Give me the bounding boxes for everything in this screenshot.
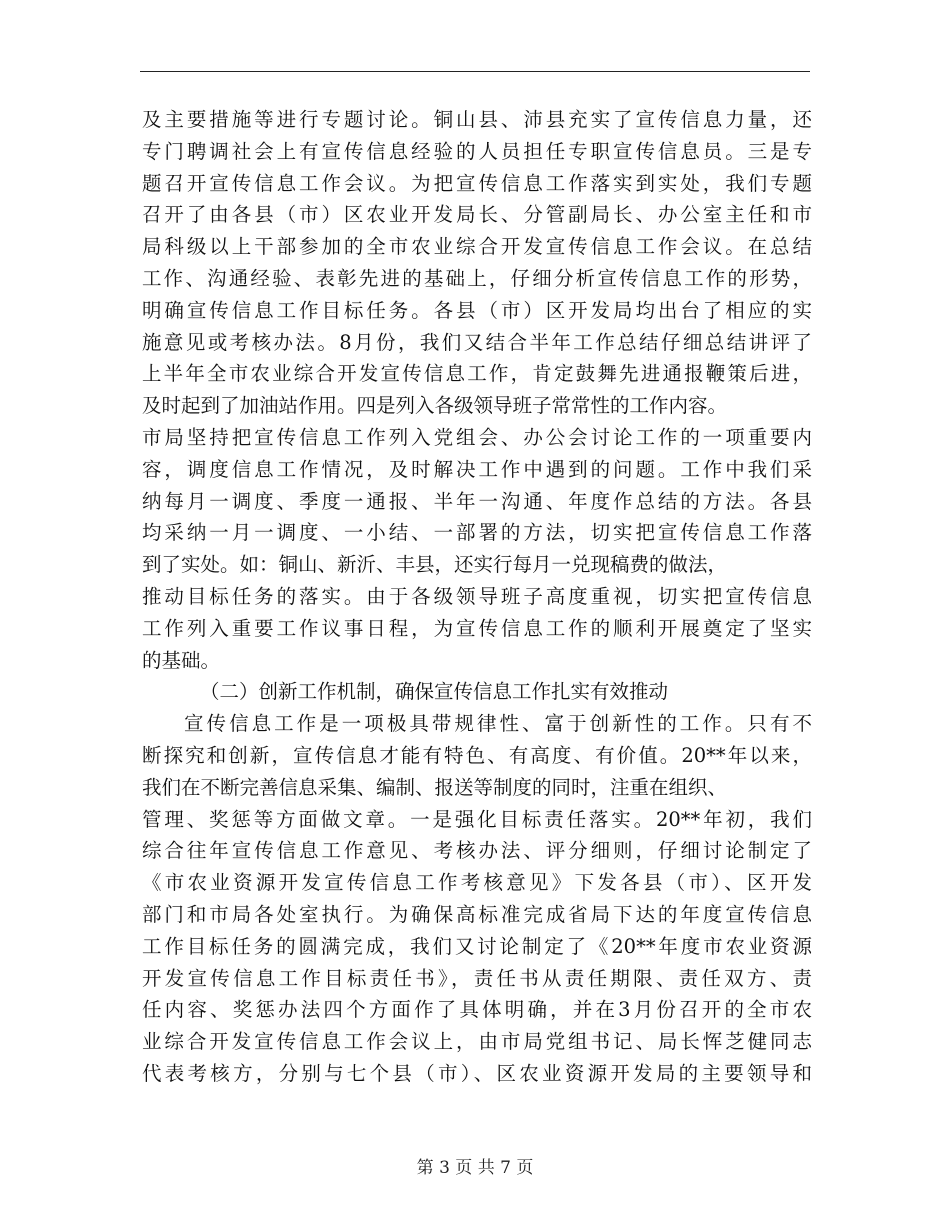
text-line: 综合往年宣传信息工作意见、考核办法、评分细则，仔细讨论制定了	[142, 839, 812, 863]
text-line: 题召开宣传信息工作会议。为把宣传信息工作落实到实处，我们专题	[142, 171, 812, 195]
text-line: 工作、沟通经验、表彰先进的基础上，仔细分析宣传信息工作的形势，	[142, 266, 812, 290]
text-line: 及主要措施等进行专题讨论。铜山县、沛县充实了宣传信息力量，还	[142, 108, 812, 131]
text-line: 宣传信息工作是一项极具带规律性、富于创新性的工作。只有不	[184, 712, 812, 736]
text-line: 纳每月一调度、季度一通报、半年一沟通、年度作总结的方法。各县	[142, 489, 812, 513]
text-line: 局科级以上干部参加的全市农业综合开发宣传信息工作会议。在总结	[142, 235, 812, 259]
text-line: 专门聘调社会上有宣传信息经验的人员担任专职宣传信息员。三是专	[142, 139, 812, 163]
text-line: 召开了由各县（市）区农业开发局长、分管副局长、办公室主任和市	[142, 203, 812, 227]
text-line: 任内容、奖惩办法四个方面作了具体明确，并在3月份召开的全市农	[142, 998, 812, 1022]
text-line: 市局坚持把宣传信息工作列入党组会、办公会讨论工作的一项重要内	[142, 425, 812, 449]
text-line: 我们在不断完善信息采集、编制、报送等制度的同时，注重在组织、	[142, 775, 728, 799]
header-rule	[140, 71, 810, 72]
document-body	[142, 104, 812, 1090]
text-line: 代表考核方，分别与七个县（市）、区农业资源开发局的主要领导和	[142, 1061, 812, 1085]
text-line: 管理、奖惩等方面做文章。一是强化目标责任落实。20**年初，我们	[142, 807, 812, 831]
text-line: 开发宣传信息工作目标责任书》，责任书从责任期限、责任双方、责	[142, 966, 812, 990]
text-line: 容，调度信息工作情况，及时解决工作中遇到的问题。工作中我们采	[142, 457, 812, 481]
text-line: 业综合开发宣传信息工作会议上，由市局党组书记、局长恽芝健同志	[142, 1030, 812, 1054]
text-line: 《市农业资源开发宣传信息工作考核意见》下发各县（市）、区开发	[142, 871, 812, 895]
text-line: 工作列入重要工作议事日程，为宣传信息工作的顺利开展奠定了坚实	[142, 616, 812, 640]
text-line: 到了实处。如：铜山、新沂、丰县，还实行每月一兑现稿费的做法，	[142, 553, 728, 577]
text-line: 上半年全市农业综合开发宣传信息工作，肯定鼓舞先进通报鞭策后进，	[142, 362, 812, 386]
text-line: 明确宣传信息工作目标任务。各县（市）区开发局均出台了相应的实	[142, 298, 812, 322]
section-heading: （二）创新工作机制，确保宣传信息工作扎实有效推动	[200, 680, 669, 704]
text-line: 施意见或考核办法。8月份，我们又结合半年工作总结仔细总结讲评了	[142, 330, 812, 354]
page-number: 第 3 页 共 7 页	[416, 1158, 534, 1178]
text-line: 均采纳一月一调度、一小结、一部署的方法，切实把宣传信息工作落	[142, 521, 812, 545]
text-line: 的基础。	[142, 648, 221, 672]
text-line: 断探究和创新，宣传信息才能有特色、有高度、有价值。20**年以来，	[142, 743, 812, 767]
text-line: 部门和市局各处室执行。为确保高标准完成省局下达的年度宣传信息	[142, 902, 812, 926]
text-line: 及时起到了加油站作用。四是列入各级领导班子常常性的工作内容。	[142, 394, 728, 418]
text-line: 推动目标任务的落实。由于各级领导班子高度重视，切实把宣传信息	[142, 584, 812, 608]
text-line: 工作目标任务的圆满完成，我们又讨论制定了《20**年度市农业资源	[142, 934, 812, 958]
